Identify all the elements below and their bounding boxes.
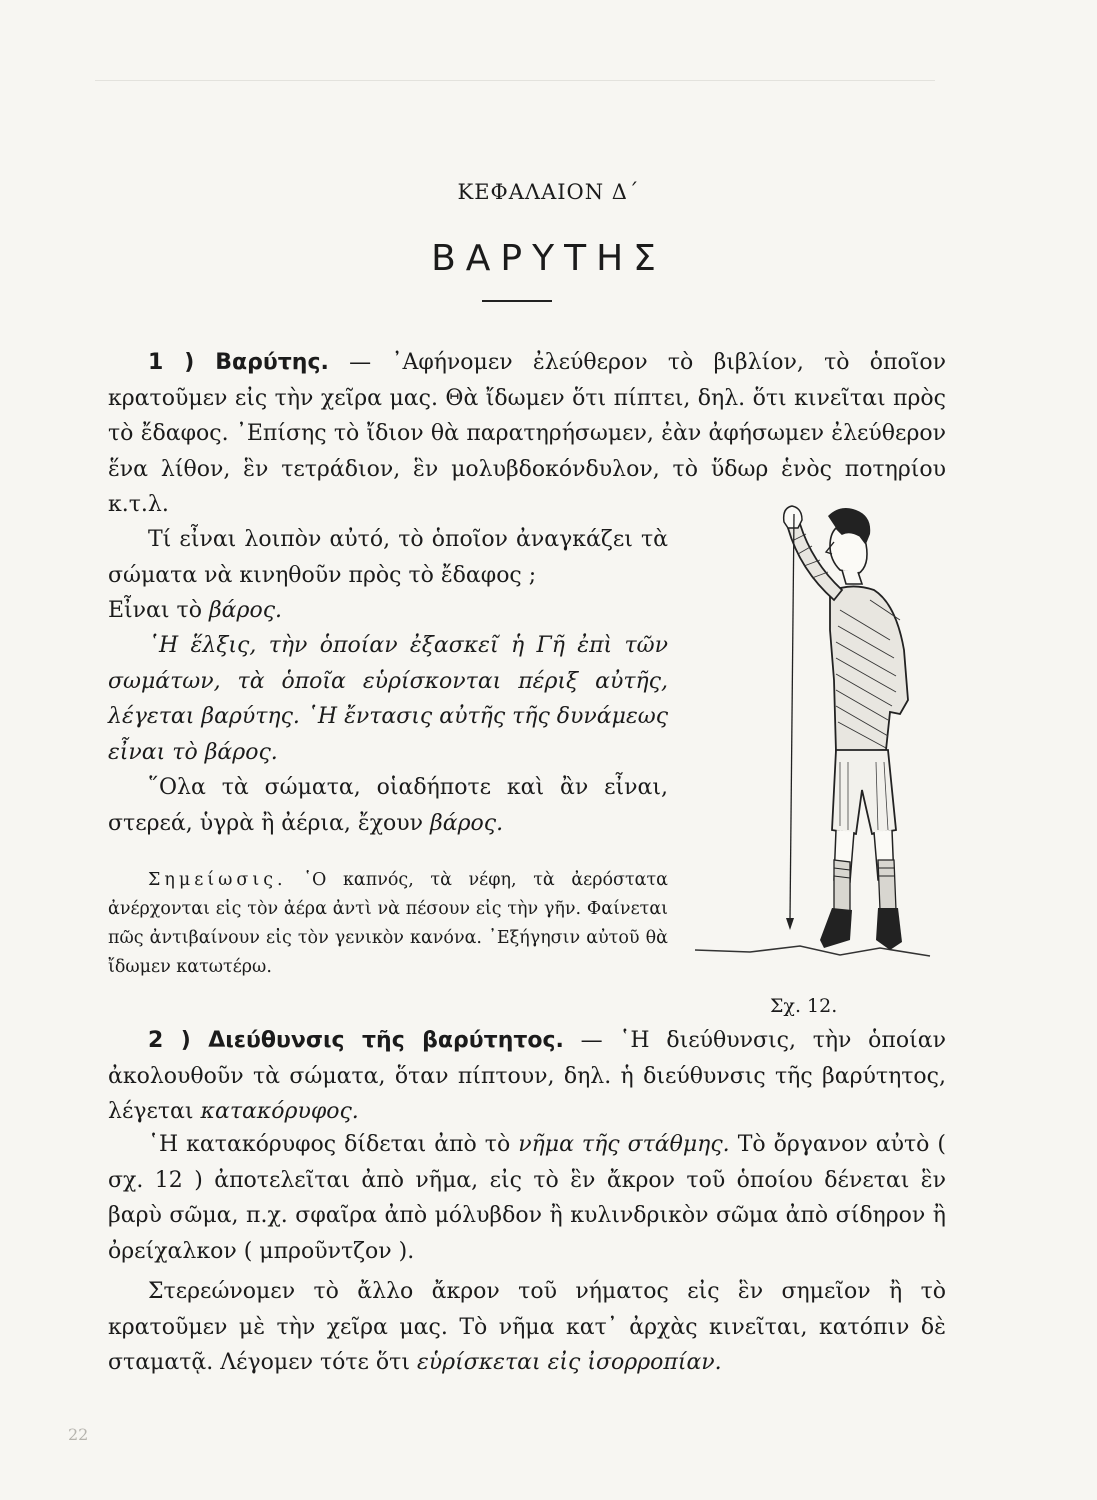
chapter-label: ΚΕΦΑΛΑΙΟΝ Δ΄ — [457, 180, 640, 204]
section2-text3-italic: εὑρίσκεται εἰς ἰσορροπίαν. — [416, 1350, 722, 1375]
page-title: ΒΑΡΥΤΗΣ — [431, 238, 666, 279]
definition-paragraph: ῾Η ἕλξις, τὴν ὁποίαν ἐξασκεῖ ἡ Γῆ ἐπὶ τῶν σωμάτων, τὰ ὁποῖα εὑρίσκονται πέριξ αὐτῆς, λέγεται βαρύτης. ῾Η ἔντασις αὐτῆς τῆς δυνάμεως εἶναι τὸ βάρος. — [108, 633, 669, 765]
plumb-line-boy-figure — [690, 500, 950, 1000]
section2-heading: 2 ) Διεύθυνσις τῆς βαρύτητος. — [148, 1028, 564, 1053]
section1-intro-text: — ᾿Αφήνομεν ἐλεύθερον τὸ βιβλίον, τὸ ὁποῖον κρατοῦμεν εἰς τὴν χεῖρα μας. Θὰ ἴδωμεν ὅτι πίπτει, δηλ. ὅτι κινεῖται πρὸς τὸ ἔδαφος. ᾿Επίσης τὸ ἴδιον θὰ παρατηρήσωμεν, ἐὰν ἀφήσωμεν ἐλεύθερον ἕνα λίθον, ἓν τετράδιον, ἓν μολυβδοκόνδυλον, τὸ ὕδωρ ἑνὸς ποτηρίου κ.τ.λ. — [108, 350, 947, 517]
note-label: Σημείωσις. — [148, 870, 287, 890]
section2-text2-italic: νῆμα τῆς στάθμης. — [518, 1132, 730, 1157]
bleed-through-header — [95, 40, 935, 81]
answer-italic: βάρος. — [208, 598, 283, 623]
answer-paragraph — [108, 593, 668, 629]
title-divider — [482, 300, 552, 302]
section2-text2a: ῾Η κατακόρυφος δίδεται ἀπὸ τὸ — [148, 1132, 511, 1157]
answer-prefix: Εἶναι τὸ — [108, 598, 202, 623]
all-bodies-paragraph — [108, 770, 668, 841]
section2-paragraph1 — [108, 1023, 946, 1130]
note-paragraph — [108, 866, 668, 982]
section1-heading: 1 ) Βαρύτης. — [148, 350, 329, 375]
section2-paragraph2 — [108, 1127, 946, 1269]
question-paragraph: Τί εἶναι λοιπὸν αὐτό, τὸ ὁποῖον ἀναγκάζει τὰ σώματα νὰ κινηθοῦν πρὸς τὸ ἔδαφος ; — [108, 527, 668, 588]
figure-caption: Σχ. 12. — [770, 995, 838, 1017]
section1-intro-paragraph — [108, 345, 946, 523]
page-number: 22 — [68, 1425, 89, 1444]
all-bodies-text: ῞Ολα τὰ σώματα, οἱαδήποτε καὶ ἂν εἶναι, στερεά, ὑγρὰ ἢ ἀέρια, ἔχουν — [108, 775, 668, 836]
section2-text1-italic: κατακόρυφος. — [200, 1099, 359, 1124]
note-text: ῾Ο καπνός, τὰ νέφη, τὰ ἀερόστατα ἀνέρχονται εἰς τὸν ἀέρα ἀντὶ νὰ πέσουν εἰς τὴν γῆν. Φαίνεται πῶς ἀντιβαίνουν εἰς τὸν γενικὸν κανόνα. ᾿Εξήγησιν αὐτοῦ θὰ ἴδωμεν κατωτέρω. — [108, 870, 668, 977]
section2-paragraph3 — [108, 1274, 946, 1381]
all-bodies-italic: βάρος. — [430, 810, 504, 836]
section2-text3: Στερεώνομεν τὸ ἄλλο ἄκρον τοῦ νήματος εἰς ἓν σημεῖον ἢ τὸ κρατοῦμεν μὲ τὴν χεῖρα μας. Τὸ νῆμα κατ᾿ ἀρχὰς κινεῖται, κατόπιν δὲ σταματᾷ. Λέγομεν τότε ὅτι — [108, 1279, 946, 1375]
section2-text2b: Τὸ ὄργανον αὐτὸ ( σχ. 12 ) ἀποτελεῖται ἀπὸ νῆμα, εἰς τὸ ἓν ἄκρον τοῦ ὁποίου δένεται ἓν βαρὺ σῶμα, π.χ. σφαῖρα ἀπὸ μόλυβδον ἢ κυλινδρικὸν σῶμα ἀπὸ σίδηρον ἢ ὀρείχαλκον ( μπροῦντζον ). — [108, 1132, 946, 1264]
section2-text1: — ῾Η διεύθυνσις, τὴν ὁποίαν ἀκολουθοῦν τὰ σώματα, ὅταν πίπτουν, δηλ. ἡ διεύθυνσις τῆς βαρύτητος, λέγεται — [108, 1028, 946, 1124]
